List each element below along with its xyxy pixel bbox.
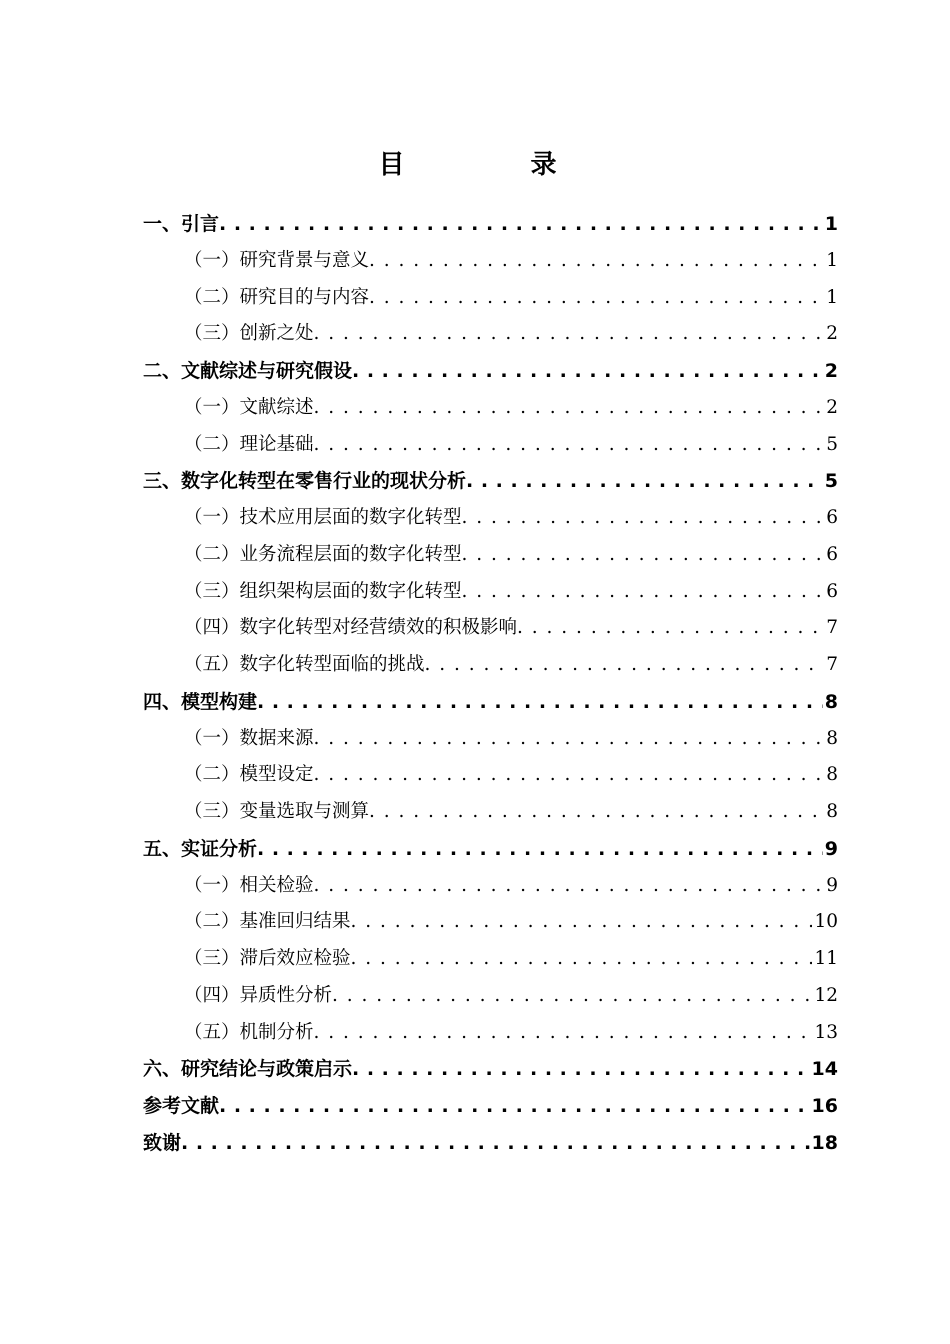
toc-entry-label: 参考文献 bbox=[143, 1095, 220, 1117]
toc-section-entry[interactable] bbox=[143, 757, 838, 794]
toc-section-entry[interactable] bbox=[143, 280, 838, 317]
toc-section-entry[interactable] bbox=[143, 1015, 838, 1052]
toc-entry-label: （一）文献综述 bbox=[184, 396, 314, 418]
toc-page-number: 8 bbox=[826, 801, 838, 822]
toc-page-number: 5 bbox=[826, 433, 838, 455]
toc-entry-label: （三）滞后效应检验 bbox=[184, 948, 351, 969]
toc-page-number: 1 bbox=[826, 249, 838, 271]
toc-page-number: 1 bbox=[824, 213, 838, 235]
toc-chapter-entry[interactable] bbox=[143, 1125, 838, 1162]
toc-page-number: 2 bbox=[824, 360, 838, 382]
toc-entry-label: （一）技术应用层面的数字化转型 bbox=[184, 507, 462, 528]
dot-leader bbox=[314, 721, 825, 758]
toc-page-number: 18 bbox=[811, 1131, 838, 1154]
dot-leader bbox=[314, 868, 825, 905]
dot-leader bbox=[425, 647, 825, 684]
toc-entry-label: （一）相关检验 bbox=[184, 874, 314, 896]
toc-page-number: 6 bbox=[826, 543, 838, 565]
toc-chapter-entry[interactable] bbox=[143, 831, 838, 868]
toc-page-number: 7 bbox=[826, 617, 838, 639]
toc-page-number: 11 bbox=[814, 948, 838, 969]
dot-leader bbox=[257, 831, 823, 868]
toc-page-number: 2 bbox=[826, 323, 838, 345]
toc-page-number: 6 bbox=[826, 580, 838, 602]
toc-chapter-entry[interactable] bbox=[143, 1051, 838, 1088]
toc-section-entry[interactable] bbox=[143, 610, 838, 647]
toc-chapter-entry[interactable] bbox=[143, 206, 838, 243]
toc-section-entry[interactable] bbox=[143, 941, 838, 978]
toc-page-number: 8 bbox=[824, 690, 838, 713]
dot-leader bbox=[351, 941, 813, 978]
toc-page-number: 8 bbox=[826, 727, 838, 749]
dot-leader bbox=[462, 537, 825, 574]
dot-leader bbox=[314, 427, 825, 464]
page-title: 目 录 bbox=[378, 150, 607, 180]
dot-leader bbox=[369, 243, 824, 280]
toc-section-entry[interactable] bbox=[143, 537, 838, 574]
toc-chapter-entry[interactable] bbox=[143, 463, 838, 500]
toc-entry-label: （三）创新之处 bbox=[184, 323, 314, 345]
toc-entry-label: （四）异质性分析 bbox=[184, 984, 333, 1006]
toc-entry-label: 致谢 bbox=[143, 1131, 182, 1154]
toc-chapter-entry[interactable] bbox=[143, 1088, 838, 1125]
dot-leader bbox=[314, 757, 825, 794]
toc-entry-label: （二）基准回归结果 bbox=[184, 911, 351, 933]
dot-leader bbox=[517, 610, 824, 647]
dot-leader bbox=[466, 463, 823, 500]
dot-leader bbox=[314, 390, 825, 427]
table-of-contents bbox=[143, 206, 838, 1162]
dot-leader bbox=[369, 794, 824, 831]
toc-page-number: 7 bbox=[826, 654, 838, 675]
toc-section-entry[interactable] bbox=[143, 316, 838, 353]
toc-section-entry[interactable] bbox=[143, 574, 838, 611]
toc-entry-label: （二）业务流程层面的数字化转型 bbox=[184, 543, 462, 565]
toc-section-entry[interactable] bbox=[143, 427, 838, 464]
toc-entry-label: （五）机制分析 bbox=[184, 1021, 314, 1043]
dot-leader bbox=[219, 206, 823, 243]
toc-section-entry[interactable] bbox=[143, 904, 838, 941]
toc-entry-label: （一）研究背景与意义 bbox=[184, 249, 370, 271]
toc-page-number: 6 bbox=[826, 507, 838, 528]
toc-page-number: 10 bbox=[814, 911, 838, 933]
toc-entry-label: （二）模型设定 bbox=[184, 764, 314, 786]
toc-entry-label: 一、引言 bbox=[143, 213, 220, 235]
dot-leader bbox=[352, 353, 823, 390]
toc-entry-label: （三）变量选取与测算 bbox=[184, 801, 370, 822]
toc-page-number: 2 bbox=[826, 396, 838, 418]
toc-section-entry[interactable] bbox=[143, 500, 838, 537]
toc-page-number: 9 bbox=[824, 837, 838, 860]
toc-page-number: 14 bbox=[811, 1058, 838, 1081]
dot-leader bbox=[462, 500, 825, 537]
toc-section-entry[interactable] bbox=[143, 647, 838, 684]
toc-section-entry[interactable] bbox=[143, 868, 838, 905]
toc-page-number: 5 bbox=[824, 470, 838, 493]
toc-section-entry[interactable] bbox=[143, 243, 838, 280]
toc-page-number: 13 bbox=[814, 1021, 838, 1043]
toc-entry-label: 四、模型构建 bbox=[143, 690, 258, 713]
toc-entry-label: 五、实证分析 bbox=[143, 837, 258, 860]
toc-entry-label: （一）数据来源 bbox=[184, 727, 314, 749]
toc-entry-label: 三、数字化转型在零售行业的现状分析 bbox=[143, 470, 467, 493]
dot-leader bbox=[369, 280, 824, 317]
toc-entry-label: （二）理论基础 bbox=[184, 433, 314, 455]
toc-section-entry[interactable] bbox=[143, 390, 838, 427]
toc-entry-label: （三）组织架构层面的数字化转型 bbox=[184, 580, 462, 602]
toc-page-number: 12 bbox=[814, 984, 838, 1006]
toc-section-entry[interactable] bbox=[143, 794, 838, 831]
dot-leader bbox=[332, 978, 812, 1015]
dot-leader bbox=[351, 904, 813, 941]
toc-section-entry[interactable] bbox=[143, 978, 838, 1015]
toc-page-number: 16 bbox=[811, 1095, 838, 1117]
dot-leader bbox=[314, 1015, 813, 1052]
toc-entry-label: （四）数字化转型对经营绩效的积极影响 bbox=[184, 617, 518, 639]
toc-entry-label: 二、文献综述与研究假设 bbox=[143, 360, 353, 382]
toc-page-number: 9 bbox=[826, 874, 838, 896]
dot-leader bbox=[462, 574, 825, 611]
dot-leader bbox=[257, 684, 823, 721]
toc-page-number: 1 bbox=[826, 286, 838, 308]
toc-entry-label: （五）数字化转型面临的挑战 bbox=[184, 654, 425, 675]
toc-chapter-entry[interactable] bbox=[143, 353, 838, 390]
dot-leader bbox=[219, 1088, 810, 1125]
dot-leader bbox=[314, 316, 825, 353]
toc-entry-label: （二）研究目的与内容 bbox=[184, 286, 370, 308]
toc-entry-label: 六、研究结论与政策启示 bbox=[143, 1058, 353, 1081]
toc-page-number: 8 bbox=[826, 764, 838, 786]
dot-leader bbox=[181, 1125, 810, 1162]
toc-chapter-entry[interactable] bbox=[143, 684, 838, 721]
toc-section-entry[interactable] bbox=[143, 721, 838, 758]
dot-leader bbox=[352, 1051, 810, 1088]
